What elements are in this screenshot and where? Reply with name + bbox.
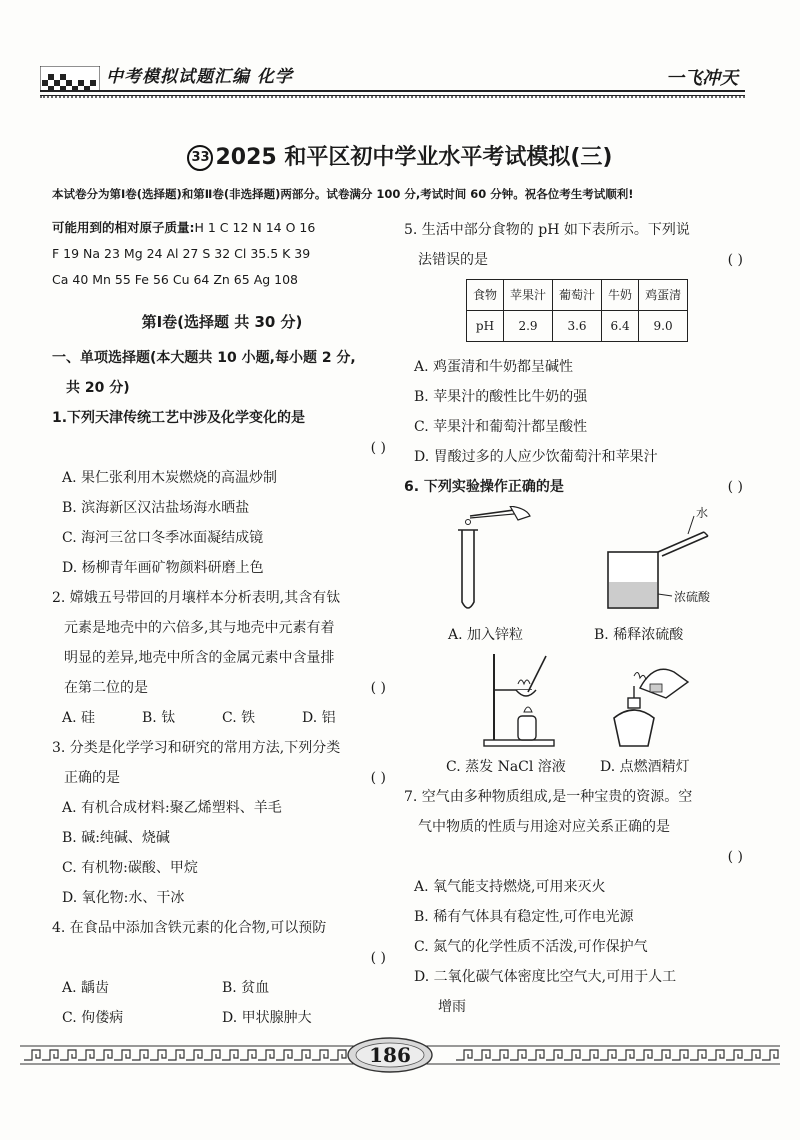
header-dotted-rule	[40, 96, 745, 100]
ph-table-header-row	[467, 280, 688, 311]
q3-option-c: C. 有机物:碳酸、甲烷	[62, 860, 198, 876]
q5-option-b: B. 苹果汁的酸性比牛奶的强	[414, 389, 588, 405]
exam-title	[0, 140, 800, 171]
q3-stem-1: 3. 分类是化学学习和研究的常用方法,下列分类	[52, 740, 341, 756]
table-cell: pH	[467, 311, 504, 342]
q2-stem-4	[52, 673, 392, 703]
q4-option-a: A. 龋齿	[62, 980, 110, 996]
table-cell: 6.4	[602, 311, 639, 342]
part-heading-2: 共 20 分)	[66, 380, 130, 396]
q3-stem-2	[52, 763, 392, 793]
q5-stem-1: 5. 生活中部分食物的 pH 如下表所示。下列说	[404, 222, 690, 238]
q4-stem: 4. 在食品中添加含铁元素的化合物,可以预防	[52, 920, 327, 936]
table-cell: 牛奶	[602, 280, 639, 311]
exam-number-badge: 33	[187, 145, 213, 171]
test-tube-tweezers-icon	[444, 506, 534, 618]
table-cell: 2.9	[504, 311, 553, 342]
header-series-title: 中考模拟试题汇编 化学	[106, 67, 293, 87]
q2-stem-1: 2. 嫦娥五号带回的月壤样本分析表明,其含有钛	[52, 590, 341, 606]
table-cell: 食物	[467, 280, 504, 311]
q6-stem-text: 6. 下列实验操作正确的是	[404, 479, 564, 495]
q2-answer-paren: ( )	[370, 680, 386, 696]
q1-option-b: B. 滨海新区汉沽盐场海水晒盐	[62, 500, 250, 516]
q5-answer-paren: ( )	[727, 252, 743, 268]
q5-option-d: D. 胃酸过多的人应少饮葡萄汁和苹果汁	[414, 449, 658, 465]
q6-label-c: C. 蒸发 NaCl 溶液	[446, 759, 566, 775]
q4-option-c: C. 佝偻病	[62, 1010, 124, 1026]
q2-option-a: A. 硅	[62, 710, 96, 726]
evaporation-stand-icon	[470, 650, 570, 750]
q7-option-d-2: 增雨	[438, 999, 466, 1015]
table-cell: 9.0	[639, 311, 688, 342]
q2-option-b: B. 钛	[142, 710, 176, 726]
exam-intro: 本试卷分为第Ⅰ卷(选择题)和第Ⅱ卷(非选择题)两部分。试卷满分 100 分,考试时间 60 分钟。祝各位考生考试顺利!	[52, 187, 634, 201]
q2-options	[52, 703, 392, 733]
q6-water-label: 水	[696, 506, 709, 520]
q2-stem-3: 明显的差异,地壳中所含的金属元素中含量排	[64, 650, 335, 666]
q3-option-a: A. 有机合成材料:聚乙烯塑料、羊毛	[62, 800, 282, 816]
q1-option-d: D. 杨柳青年画矿物颜料研磨上色	[62, 560, 264, 576]
alcohol-lamp-icon	[604, 658, 694, 750]
atomic-mass-line-3: Ca 40 Mn 55 Fe 56 Cu 64 Zn 65 Ag 108	[52, 272, 299, 287]
q6-acid-label: 浓硫酸	[674, 590, 711, 604]
q4-option-b: B. 贫血	[222, 980, 270, 996]
q5-option-c: C. 苹果汁和葡萄汁都呈酸性	[414, 419, 588, 435]
q6-figures	[404, 502, 749, 780]
table-cell: 鸡蛋清	[639, 280, 688, 311]
header-brand: 一飞冲天	[666, 68, 738, 89]
q4-options-2	[52, 1003, 392, 1033]
q5-stem-2	[404, 245, 749, 275]
q2-stem-4-text: 在第二位的是	[64, 680, 148, 696]
ph-table-value-row	[467, 311, 688, 342]
q2-stem-2: 元素是地壳中的六倍多,其与地壳中元素有着	[64, 620, 335, 636]
q5-option-a: A. 鸡蛋清和牛奶都呈碱性	[414, 359, 574, 375]
q2-option-c: C. 铁	[222, 710, 256, 726]
q1-answer-paren: ( )	[370, 440, 386, 456]
q1-option-a: A. 果仁张利用木炭燃烧的高温炒制	[62, 470, 278, 486]
table-cell: 葡萄汁	[553, 280, 602, 311]
q6-label-d: D. 点燃酒精灯	[600, 759, 690, 775]
q3-option-d: D. 氧化物:水、干冰	[62, 890, 185, 906]
q7-stem-2: 气中物质的性质与用途对应关系正确的是	[418, 819, 670, 835]
q6-label-b: B. 稀释浓硫酸	[594, 627, 684, 643]
q4-option-d: D. 甲状腺肿大	[222, 1010, 312, 1026]
q1-option-c: C. 海河三岔口冬季冰面凝结成镜	[62, 530, 264, 546]
q7-stem-1: 7. 空气由多种物质组成,是一种宝贵的资源。空	[404, 789, 693, 805]
exam-title-text: 2025 和平区初中学业水平考试模拟(三)	[215, 145, 613, 170]
left-column	[52, 215, 392, 1033]
atomic-mass-values-1: H 1 C 12 N 14 O 16	[194, 220, 316, 235]
header-checker-icon	[40, 66, 100, 92]
q1-stem	[52, 403, 392, 433]
table-cell: 苹果汁	[504, 280, 553, 311]
q7-answer-paren: ( )	[727, 849, 743, 865]
q6-label-a: A. 加入锌粒	[448, 627, 524, 643]
atomic-mass-label: 可能用到的相对原子质量:	[52, 220, 195, 235]
q3-option-b: B. 碱:纯碱、烧碱	[62, 830, 170, 846]
q2-option-d: D. 铝	[302, 710, 336, 726]
atomic-mass-line-1	[52, 215, 392, 241]
right-column	[404, 215, 749, 1022]
q7-option-b: B. 稀有气体具有稳定性,可作电光源	[414, 909, 634, 925]
q7-option-c: C. 氮气的化学性质不活泼,可作保护气	[414, 939, 648, 955]
page-number: 186	[369, 1043, 411, 1067]
atomic-mass-line-2: F 19 Na 23 Mg 24 Al 27 S 32 Cl 35.5 K 39	[52, 246, 311, 261]
section-heading: 第Ⅰ卷(选择题 共 30 分)	[141, 313, 303, 331]
q7-option-d-1: D. 二氧化碳气体密度比空气大,可用于人工	[414, 969, 677, 985]
q7-option-a: A. 氧气能支持燃烧,可用来灭火	[414, 879, 606, 895]
q3-stem-2-text: 正确的是	[64, 770, 120, 786]
q6-answer-paren: ( )	[727, 479, 743, 495]
q5-stem-2-text: 法错误的是	[418, 252, 488, 268]
q1-stem-text: 1.下列天津传统工艺中涉及化学变化的是	[52, 410, 306, 426]
part-heading-1: 一、单项选择题(本大题共 10 小题,每小题 2 分,	[52, 350, 356, 366]
q3-answer-paren: ( )	[370, 770, 386, 786]
q4-answer-paren: ( )	[370, 950, 386, 966]
ph-table	[466, 279, 688, 342]
q4-options-1	[52, 973, 392, 1003]
table-cell: 3.6	[553, 311, 602, 342]
